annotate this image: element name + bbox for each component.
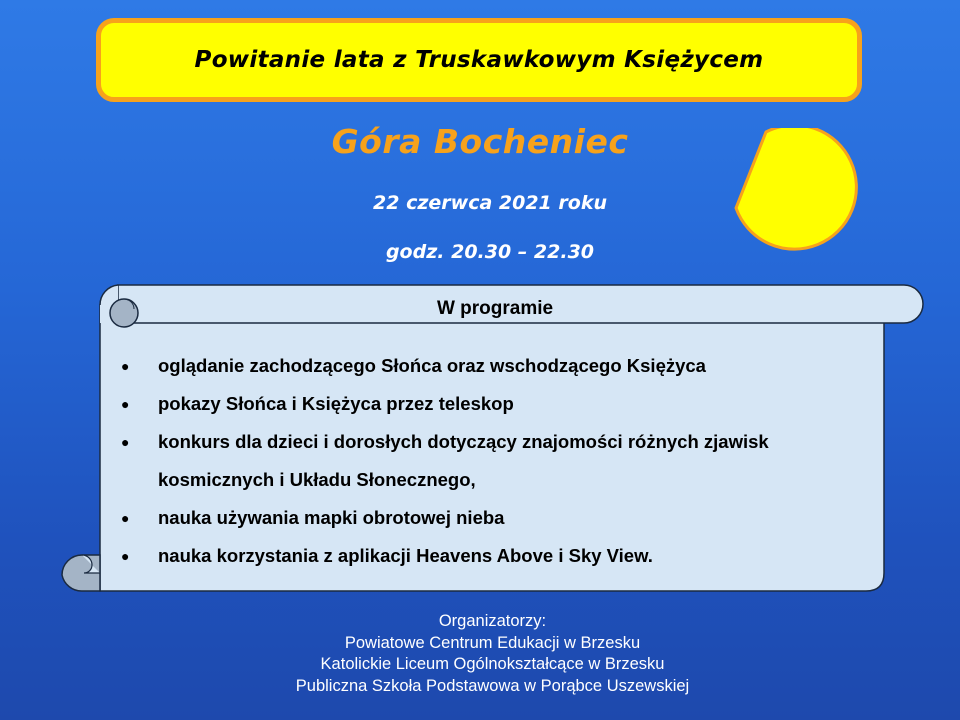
list-item-text: pokazy Słońca i Księżyca przez teleskop	[158, 393, 514, 414]
list-item	[118, 423, 878, 461]
list-item	[118, 537, 878, 575]
organizer-line: Publiczna Szkoła Podstawowa w Porąbce Uszewskiej	[295, 676, 690, 695]
list-item-text: konkurs dla dzieci i dorosłych dotyczący znajomości różnych zjawisk	[158, 431, 769, 452]
organizers-block	[200, 611, 785, 697]
program-list	[118, 347, 878, 575]
organizer-line: Powiatowe Centrum Edukacji w Brzesku	[344, 633, 641, 652]
list-item-continuation	[118, 461, 878, 499]
organizers-label: Organizatorzy:	[438, 612, 547, 630]
event-place: Góra Bocheniec	[331, 122, 629, 161]
title-banner	[96, 18, 862, 102]
bullet-icon: ●	[121, 358, 130, 374]
moon-icon	[730, 128, 862, 260]
bullet-icon: ●	[121, 396, 130, 412]
list-item-text: kosmicznych i Układu Słonecznego,	[158, 469, 476, 490]
list-item	[118, 347, 878, 385]
event-title: Powitanie lata z Truskawkowym Księżycem	[194, 47, 764, 73]
list-item	[118, 499, 878, 537]
bullet-icon: ●	[121, 548, 130, 564]
event-hours: godz. 20.30 – 22.30	[385, 241, 595, 263]
program-heading: W programie	[436, 298, 554, 319]
bullet-icon: ●	[121, 510, 130, 526]
list-item-text: nauka korzystania z aplikacji Heavens Above i Sky View.	[158, 545, 653, 566]
organizer-line: Katolickie Liceum Ogólnokształcące w Brzesku	[320, 655, 665, 673]
list-item-text: oglądanie zachodzącego Słońca oraz wschodzącego Księżyca	[158, 355, 706, 376]
list-item	[118, 385, 878, 423]
event-date: 22 czerwca 2021 roku	[373, 192, 607, 214]
bullet-icon: ●	[121, 434, 130, 450]
list-item-text: nauka używania mapki obrotowej nieba	[158, 507, 505, 528]
